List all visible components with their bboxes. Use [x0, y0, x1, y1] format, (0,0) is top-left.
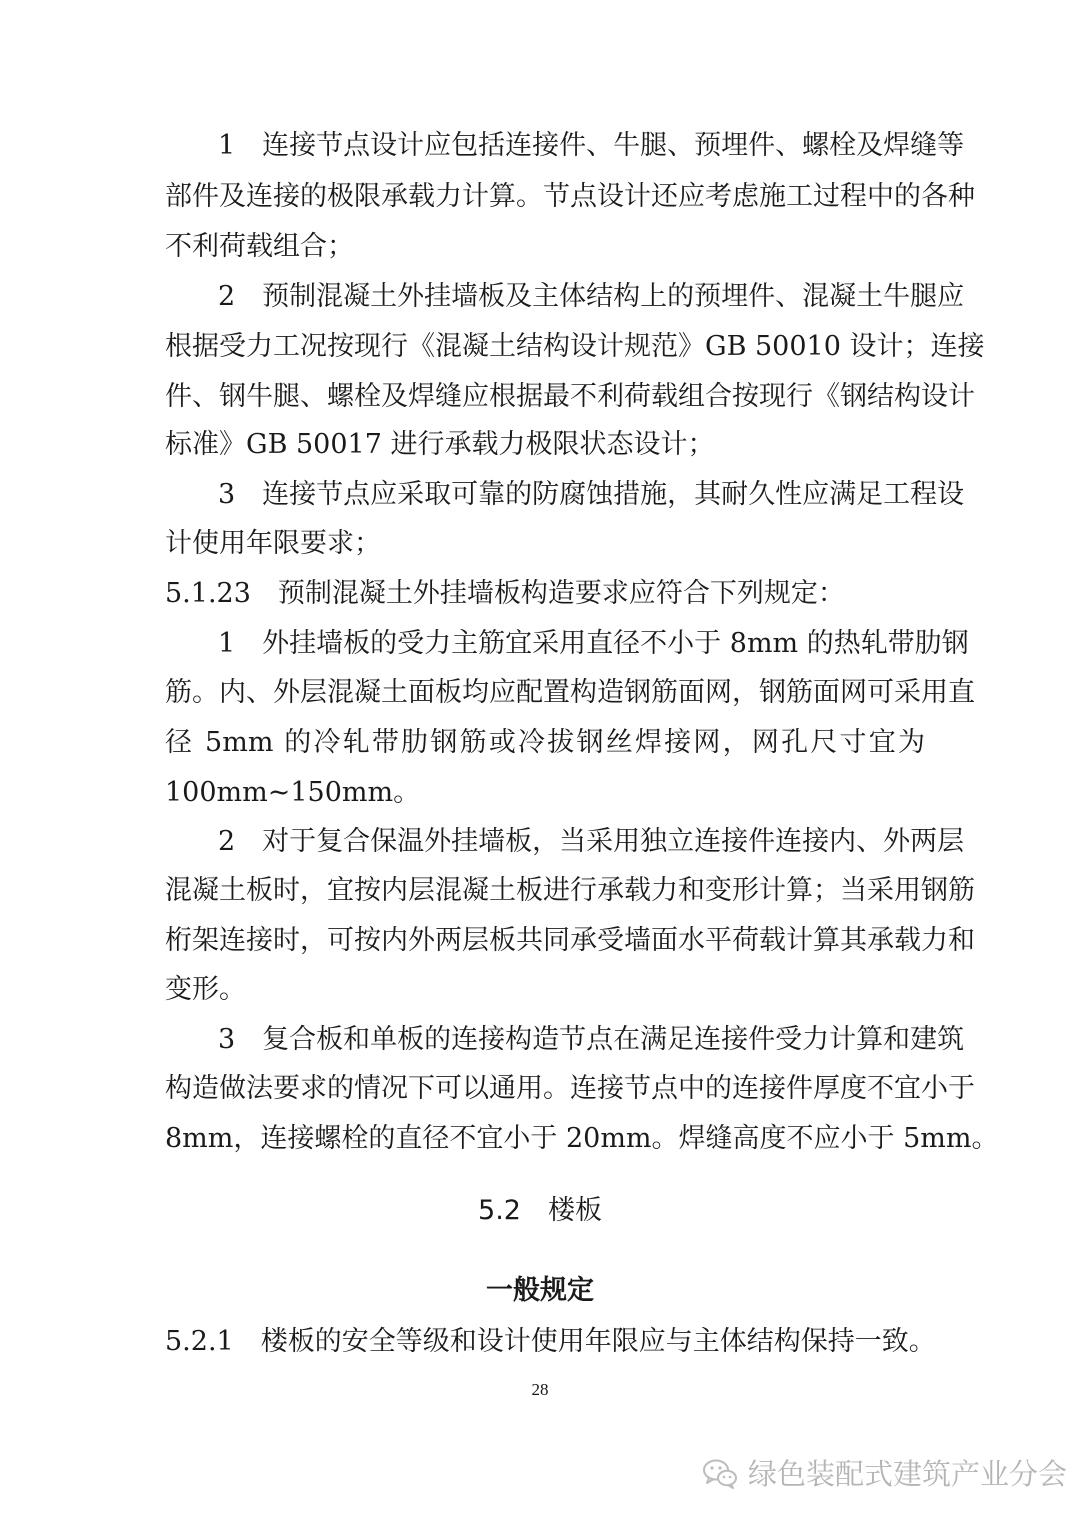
paragraph-line: 径 5mm 的冷轧带肋钢筋或冷拔钢丝焊接网，网孔尺寸宜为 [165, 727, 925, 758]
sub-heading: 一般规定 [486, 1275, 594, 1306]
page-number: 28 [531, 1380, 549, 1399]
clause-heading: 5.1.23 预制混凝土外挂墙板构造要求应符合下列规定： [165, 578, 845, 609]
paragraph-line: 不利荷载组合； [165, 231, 354, 262]
paragraph-line: 3 复合板和单板的连接构造节点在满足连接件受力计算和建筑 [218, 1024, 965, 1055]
paragraph-line: 标准》GB 50017 进行承载力极限状态设计； [165, 429, 715, 460]
paragraph-line: 计使用年限要求； [165, 528, 381, 559]
watermark [702, 1452, 1067, 1496]
paragraph-line: 桁架连接时，可按内外两层板共同承受墙面水平荷载计算其承载力和 [165, 925, 975, 956]
section-heading: 5.2 楼板 [478, 1195, 602, 1226]
paragraph-line: 变形。 [165, 974, 246, 1005]
paragraph-line: 根据受力工况按现行《混凝土结构设计规范》GB 50010 设计；连接 [165, 331, 985, 362]
wechat-icon [702, 1458, 738, 1490]
paragraph-line: 筋。内、外层混凝土面板均应配置构造钢筋面网，钢筋面网可采用直 [165, 677, 975, 708]
paragraph-line: 1 外挂墙板的受力主筋宜采用直径不小于 8mm 的热轧带肋钢 [218, 628, 969, 659]
paragraph-line: 8mm，连接螺栓的直径不宜小于 20mm。焊缝高度不应小于 5mm。 [165, 1123, 999, 1154]
paragraph-line: 3 连接节点应采取可靠的防腐蚀措施，其耐久性应满足工程设 [218, 479, 965, 510]
paragraph-line: 混凝土板时，宜按内层混凝土板进行承载力和变形计算；当采用钢筋 [165, 875, 975, 906]
paragraph-line: 构造做法要求的情况下可以通用。连接节点中的连接件厚度不宜小于 [165, 1073, 975, 1104]
paragraph-line: 2 预制混凝土外挂墙板及主体结构上的预埋件、混凝土牛腿应 [218, 281, 965, 312]
watermark-text: 绿色装配式建筑产业分会 [748, 1457, 1068, 1491]
paragraph-line: 部件及连接的极限承载力计算。节点设计还应考虑施工过程中的各种 [165, 181, 975, 212]
paragraph-line: 1 连接节点设计应包括连接件、牛腿、预埋件、螺栓及焊缝等 [218, 130, 965, 161]
paragraph-line: 件、钢牛腿、螺栓及焊缝应根据最不利荷载组合按现行《钢结构设计 [165, 381, 975, 412]
clause-line: 5.2.1 楼板的安全等级和设计使用年限应与主体结构保持一致。 [165, 1326, 936, 1357]
paragraph-line: 100mm~150mm。 [165, 777, 421, 808]
paragraph-line: 2 对于复合保温外挂墙板，当采用独立连接件连接内、外两层 [218, 826, 965, 857]
